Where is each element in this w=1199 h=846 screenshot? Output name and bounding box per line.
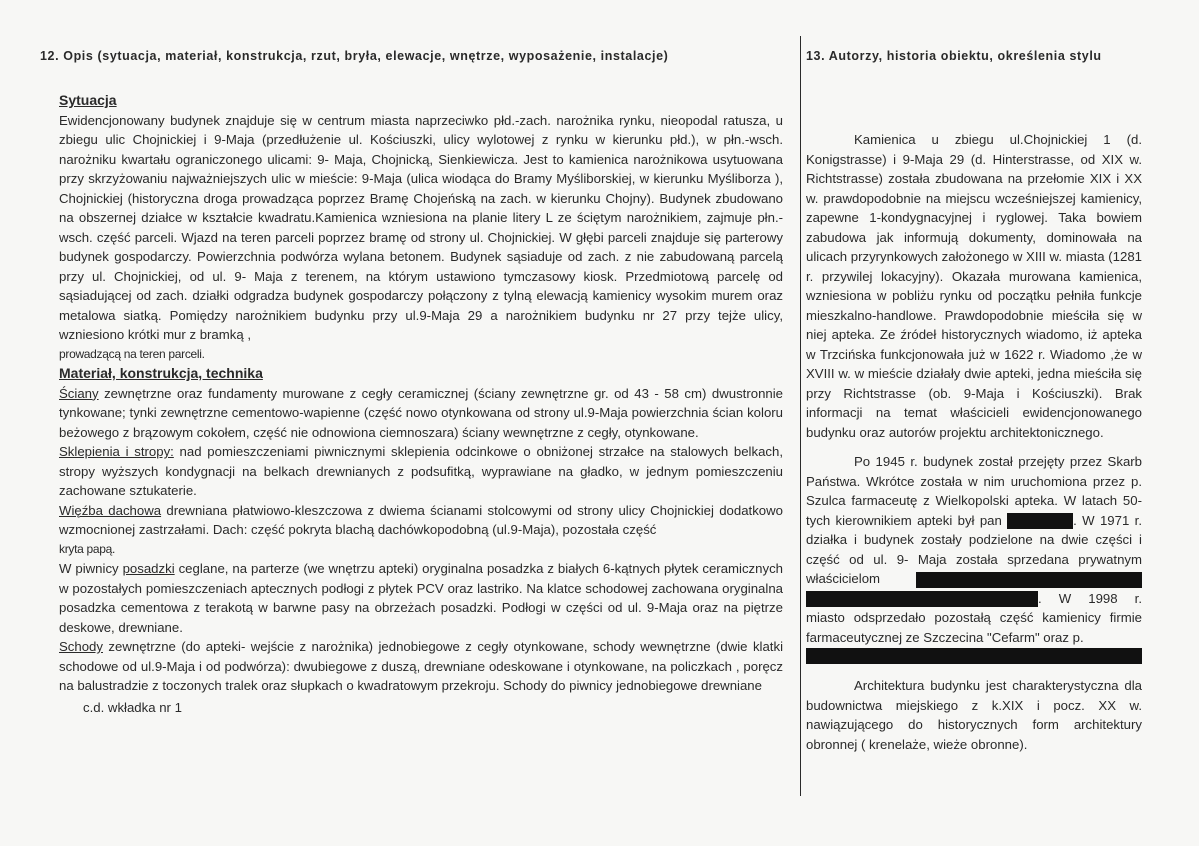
situation-title: Sytuacja — [59, 92, 117, 108]
material-title: Materiał, konstrukcja, technika — [59, 365, 263, 381]
roof-tail: kryta papą. — [59, 541, 116, 556]
redaction-bar — [916, 572, 1142, 588]
walls-label: Ściany — [59, 385, 99, 401]
history-paragraph-3: Architektura budynku jest charakterystyczna dla budownictwa miejskiego z k.XIX i pocz. XX w. nawiązującego do historycznych form architektury obronnej ( krenelaże, wieże obronne). — [806, 678, 1142, 752]
history-paragraph-2 — [806, 452, 1142, 664]
section-13-heading: 13. Autorzy, historia obiektu, określenia stylu — [806, 49, 1102, 63]
stairs-paragraph — [59, 637, 783, 696]
floors-pre: W piwnicy — [59, 561, 123, 576]
roof-label: Więźba dachowa — [59, 502, 162, 518]
walls-text: zewnętrzne oraz fundamenty murowane z cegły ceramicznej (ściany zewnętrzne gr. od 43 - 58 cm) dwustronnie tynkowane; tynki zewnętrzne cementowo-wapienne (część nowo otynkowana od strony ul.9-Maja powierzchnia ścian koloru beżowego z brązowym cokołem, część nie odnowiona ciemnoszara) ściany wewnętrzne z cegły, otynkowane. — [59, 385, 783, 440]
vaults-label: Sklepienia i stropy: — [59, 444, 174, 459]
stairs-label: Schody — [59, 639, 103, 654]
history-column — [806, 130, 1142, 754]
column-divider — [800, 36, 801, 796]
vaults-paragraph — [59, 442, 783, 501]
roof-paragraph — [59, 501, 783, 540]
floors-label: posadzki — [122, 561, 175, 576]
walls-paragraph — [59, 384, 783, 443]
history-paragraph-1: Kamienica u zbiegu ul.Chojnickiej 1 (d. Konigstrasse) i 9-Maja 29 (d. Hinterstrasse, od XIX w. Richtstrasse) została zbudowana na przełomie XIX i XX w. prawdopodobnie na miejscu wcześniejszej kamienicy, zapewne 1-kondygnacyjnej i ryglowej. Taka bowiem zabudowa jak informują dokumenty, dominowała na ulicach przyrynkowych założonego w XIII w. miasta (1281 r. przywilej lokacyjny). Okazała murowana kamienica, wzniesiona w pobliżu rynku od początku pełniła funkcje mieszkalno-handlowe. Prawdopodobnie mieściła się w niej apteka. Ze źródeł historycznych wiadomo, iż apteka w Trzcińska funkcjonowała już w 1622 r. Wiadomo ,że w XVIII w. w mieście działały dwie apteki, jedna mieściła się przy Richtstrasse (ob. 9-Maja i Kościuszki). Brak informacji na temat właścicieli ewidencjonowanego budynku oraz autorów projektu architektonicznego. — [806, 132, 1142, 440]
redaction-bar — [806, 591, 1038, 607]
floors-paragraph — [59, 559, 783, 637]
vaults-text: nad pomieszczeniami piwnicznymi sklepienia odcinkowe o obniżonej strzałce na stalowych belkach, stropy wyższych kondygnacji na belkach drewnianych z podsufitką, wyprawiane na gładko, w jednym pomieszczeniu zachowane sztukaterie. — [59, 444, 784, 498]
roof-text: drewniana płatwiowo-kleszczowa z dwiema ścianami stolcowymi od strony ulicy Chojnickiej dodatkowo wzmocnionej zastrzałami. Dach: część pokryta blachą dachówkopodobną (ul.9-Maja), pozostała część — [59, 502, 783, 537]
history-paragraph-2b: . W 1971 r. działka i budynek zostały podzielone na dwie części i część od ul. 9- Maja została sprzedana prywatnym właścicielom — [806, 512, 1142, 586]
floors-text: ceglane, na parterze (we wnętrzu apteki) oryginalna posadzka z białych 6-kątnych płytek ceramicznych w pozostałych pomieszczeniach aptecznych podłogi z płytek PCV oraz lastriko. Na klatce schodowej zachowana oryginalna posadzka cementowa z terakotą w barwne pasy na obrzeżach posadzki. Podłogi w części od ul. 9-Maja oraz na piętrze deskowe, drewniane. — [59, 561, 783, 635]
redaction-bar — [1007, 513, 1073, 529]
description-column — [59, 91, 783, 717]
stairs-text: zewnętrzne (do apteki- wejście z narożnika) jednobiegowe z cegły otynkowane, schody wewnętrzne (dwie klatki schodowe od ul.9-Maja i od podwórza): dwubiegowe z duszą, drewniane odeskowane i otynkowane, na policzkach , poręcz na balustradzie z toczonych tralek oraz słupkach o kwadratowym przekroju. Schody do piwnicy jednobiegowe drewniane — [59, 639, 783, 693]
continued-note: c.d. wkładka nr 1 — [83, 699, 182, 715]
section-12-heading: 12. Opis (sytuacja, materiał, konstrukcja, rzut, bryła, elewacje, wnętrze, wyposażenie, instalacje) — [40, 49, 669, 63]
history-paragraph-2a: Po 1945 r. budynek został przejęty przez Skarb Państwa. Wkrótce została w nim uruchomiona przez p. Szulca farmaceutę z Wielkopolski apteka. W latach 50-tych kierownikiem apteki był pan — [806, 454, 1142, 528]
situation-tail: prowadzącą na teren parceli. — [59, 346, 205, 361]
situation-text: Ewidencjonowany budynek znajduje się w centrum miasta naprzeciwko płd.-zach. narożnika rynku, nieopodal ratusza, u zbiegu ulic Chojnickiej i 9-Maja (przedłużenie ul. Kościuszki, ulicy wylotowej z rynku w kierunku płd.), w płn.-wsch. narożniku kwartału ograniczonego ulicami: 9- Maja, Chojnicką, Sienkiewicza. Jest to kamienica narożnikowa usytuowana przy skrzyżowaniu najważniejszych ulic w mieście: 9-Maja (ulica wiodąca do Bramy Myśliborskiej, w kierunku Myśliborza ), Chojnickiej (historyczna droga prowadząca poprzez Bramę Chojeńską na zach. w kierunku Chojny). Budynek zbudowano na obszernej działce w kształcie kwadratu.Kamienica wzniesiona na planie litery L ze ściętym narożnikiem, zajmuje płn.-wsch. część parceli. Wjazd na teren parceli poprzez bramę od strony ul. Chojnickiej. W głębi parceli znajduje się parterowy budynek gospodarczy. Powierzchnia podwórza wylana betonem. Budynek sąsiaduje od zach. z nie zabudowaną parcelą przy ul. Chojnickiej, od ul. 9- Maja z terenem, na którym ustawiono tymczasowy kiosk. Przedmiotową parcelę od sąsiadującej od zach. działki odgradza budynek gospodarczy połączony z tylną elewacją kamienicy wysokim murem oraz metalowa siatką. Pomiędzy narożnikiem budynku przy ul.9-Maja 29 a narożnikiem budynku nr 27 przy tejże ulicy, wzniesiono krótki mur z bramką , — [59, 112, 783, 342]
redaction-bar — [806, 648, 1142, 664]
history-paragraph-2c: . W 1998 r. miasto odsprzedało pozostałą część kamienicy firmie farmaceutycznej ze Szczecina "Cefarm" oraz p. — [806, 590, 1142, 645]
